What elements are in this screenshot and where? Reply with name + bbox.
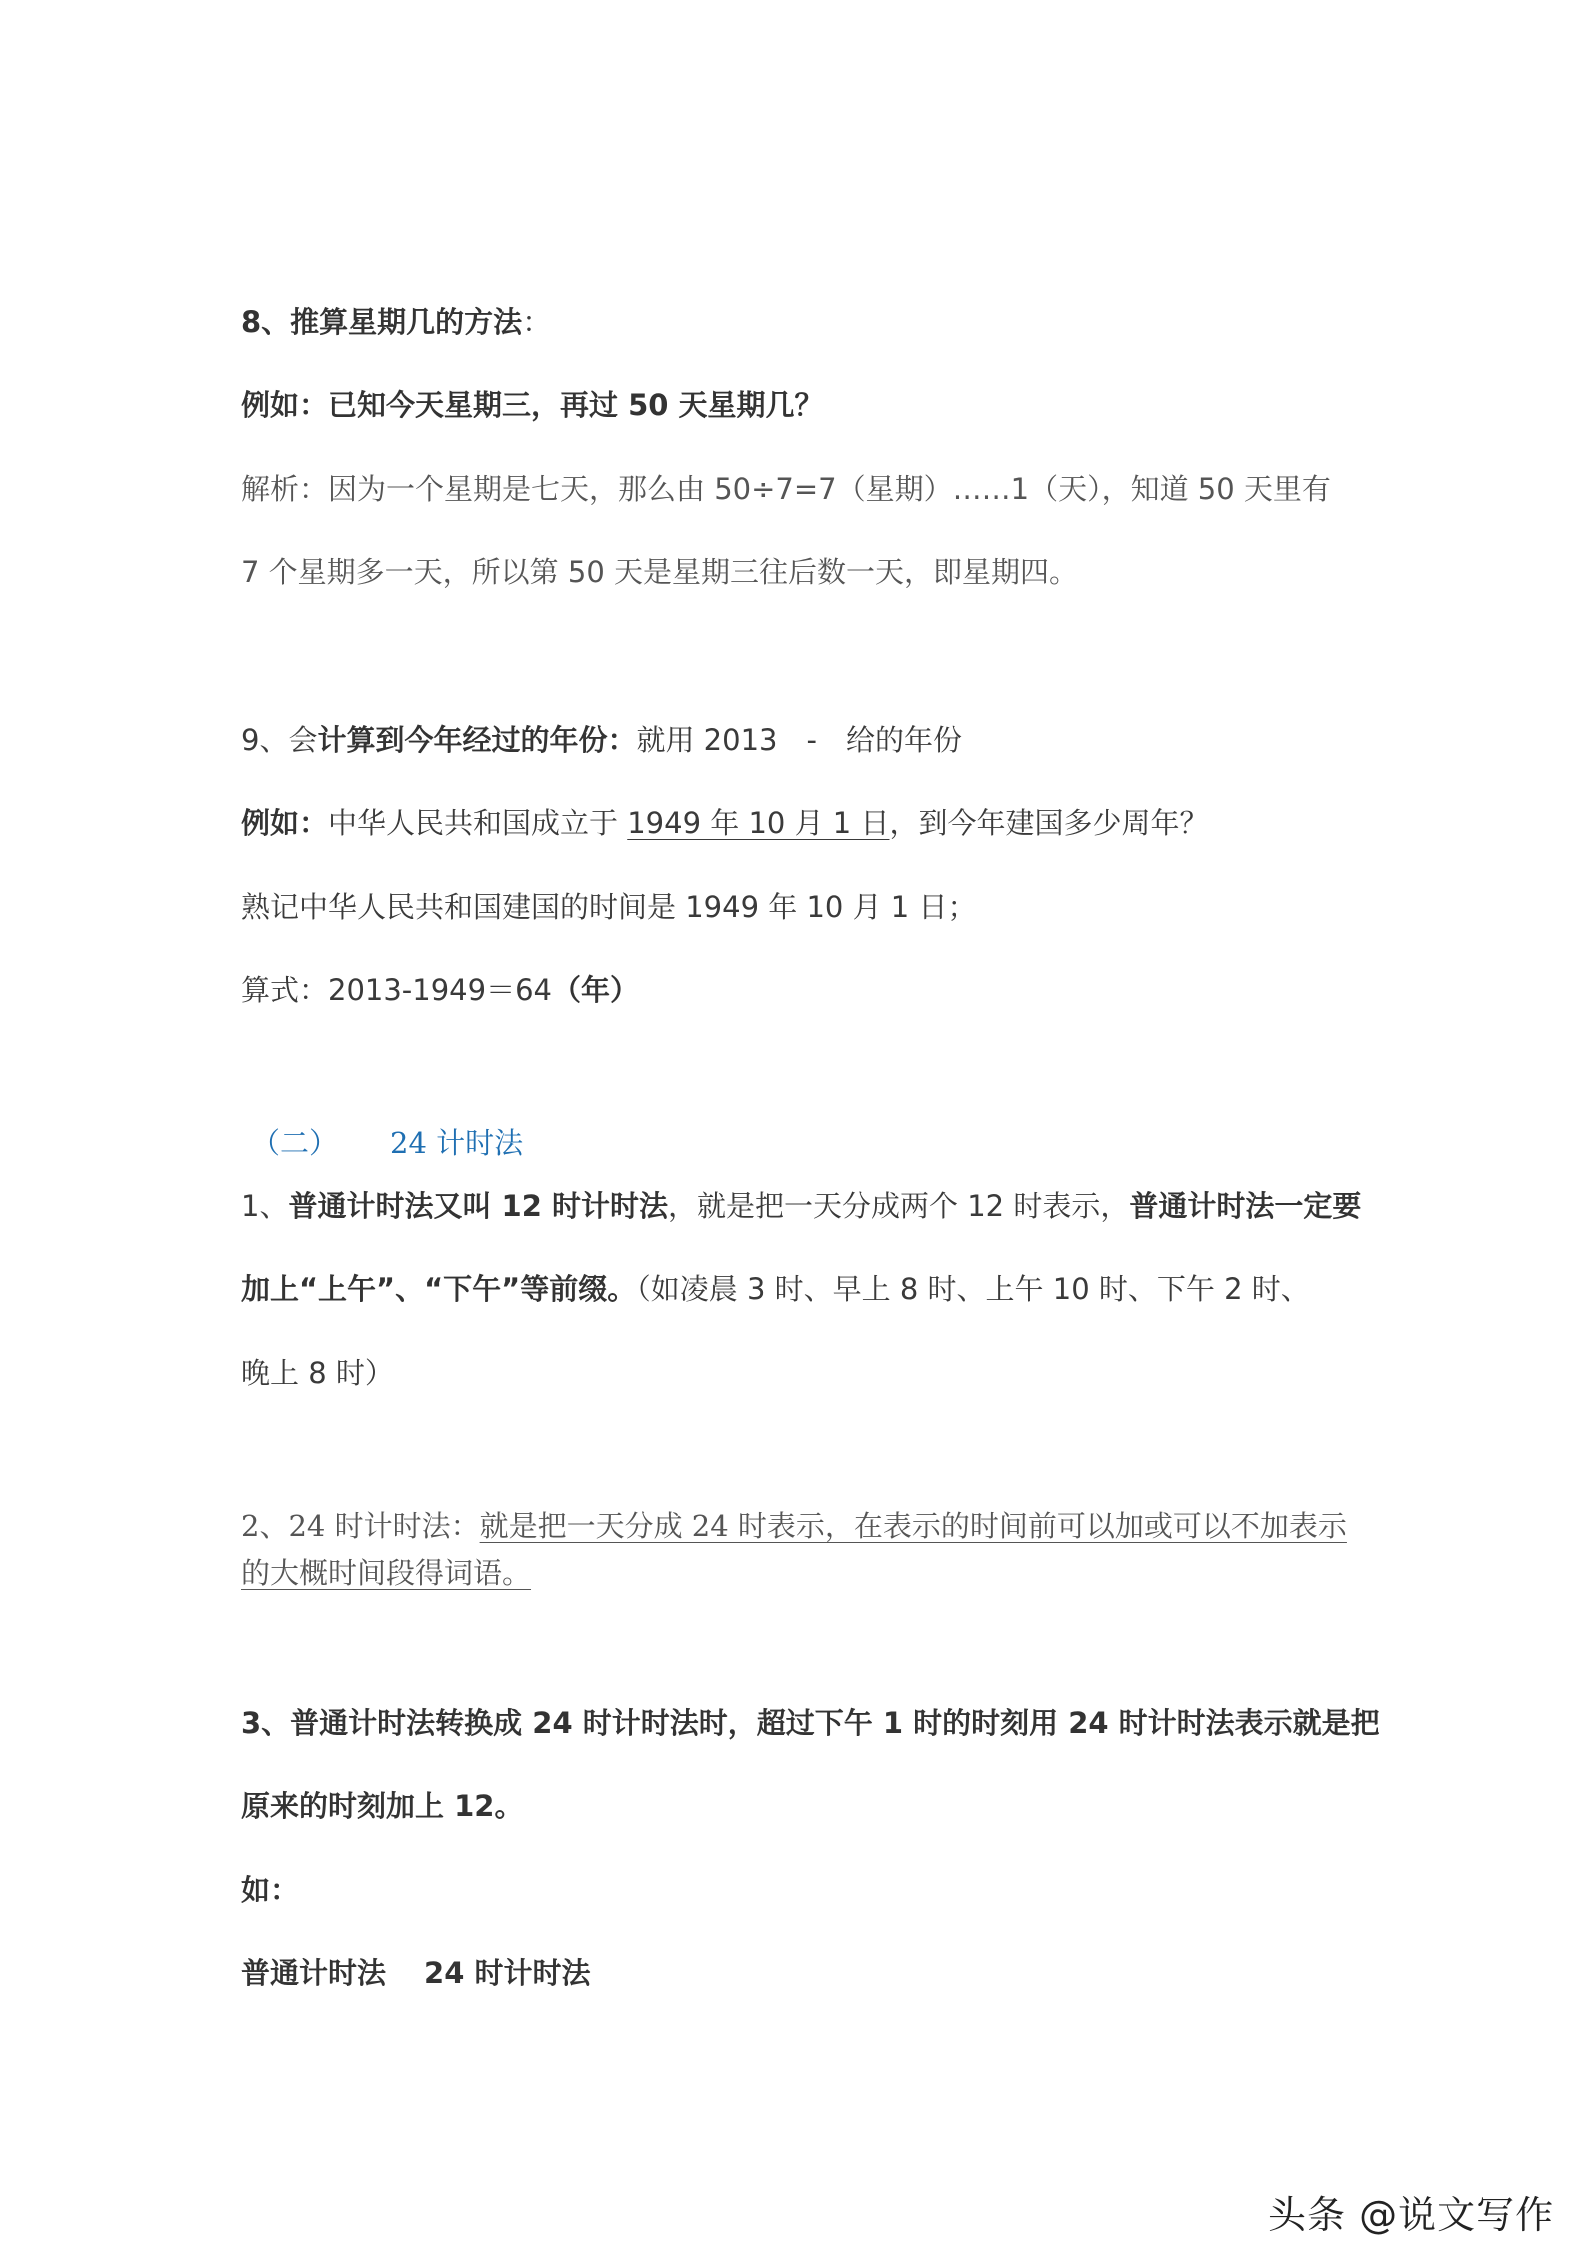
section-9-example-label: 例如： [241,806,329,840]
part-2-title: 24 计时法 [390,1126,524,1160]
point-1-line-1 [241,1186,1361,1226]
section-8-example: 例如：已知今天星期三，再过 50 天星期几？ [241,388,824,422]
watermark: 头条 @说文写作 [1268,2193,1555,2237]
section-9-example-date: 1949 年 10 月 1 日 [627,806,890,840]
point-3-example-label: 如： [241,1873,300,1907]
section-9-formula-text: 算式：2013-1949＝64 [241,973,552,1007]
col-header-24h: 24 时计时法 [424,1956,591,1990]
point-1-prefix: 1、 [241,1189,289,1223]
point-3-line-2: 原来的时刻加上 12。 [241,1789,524,1823]
point-2-text-1: 就是把一天分成 24 时表示，在表示的时间前可以加或可以不加表示 [479,1509,1347,1543]
section-9-example-text: 中华人民共和国成立于 [328,806,628,840]
point-3-table-header [241,1953,590,1993]
section-9-formula [241,970,639,1010]
part-2-heading [251,1123,523,1163]
section-9-memo: 熟记中华人民共和国建国的时间是 1949 年 10 月 1 日； [241,890,977,924]
point-1-text-1: ，就是把一天分成两个 12 时表示， [668,1189,1130,1223]
section-9-example-tail: ，到今年建国多少周年？ [889,806,1209,840]
section-8-title-bold: 8、推算星期几的方法 [241,305,523,339]
point-1-bold-3: 加上“上午”、“下午”等前缀。 [241,1272,637,1306]
section-8-title [241,302,551,342]
section-8-analysis-line-1: 解析：因为一个星期是七天，那么由 50÷7=7（星期）……1（天），知道 50 天里有 [241,472,1331,506]
section-8-title-colon: ： [522,305,552,339]
section-9-formula-unit: （年） [551,973,639,1007]
point-2-label: 2、24 时计时法： [241,1509,480,1543]
point-1-bold-2: 普通计时法一定要 [1129,1189,1362,1223]
point-1-text-2: （如凌晨 3 时、早上 8 时、上午 10 时、下午 2 时、 [636,1272,1310,1306]
section-9-example [241,803,1209,843]
point-2-text-2: 的大概时间段得词语。 [241,1556,532,1590]
section-9-title-rest: 就用 2013 - 给的年份 [636,723,962,757]
point-1-bold-1: 普通计时法又叫 12 时计时法 [288,1189,669,1223]
section-9-title-prefix: 9、会 [241,723,318,757]
point-1-line-3: 晚上 8 时） [241,1356,394,1390]
point-1-line-2 [241,1269,1310,1309]
section-9-title-bold: 计算到今年经过的年份： [317,723,637,757]
point-2-line-2 [241,1553,531,1593]
part-2-label: （二） [251,1126,339,1160]
section-8-analysis-line-2: 7 个星期多一天，所以第 50 天是星期三往后数一天，即星期四。 [241,555,1079,589]
point-3-line-1: 3、普通计时法转换成 24 时计时法时，超过下午 1 时的时刻用 24 时计时法表示就是把 [241,1706,1380,1740]
section-9-title [241,720,962,760]
point-2-line-1 [241,1506,1347,1546]
col-header-12h: 普通计时法 [241,1956,387,1990]
